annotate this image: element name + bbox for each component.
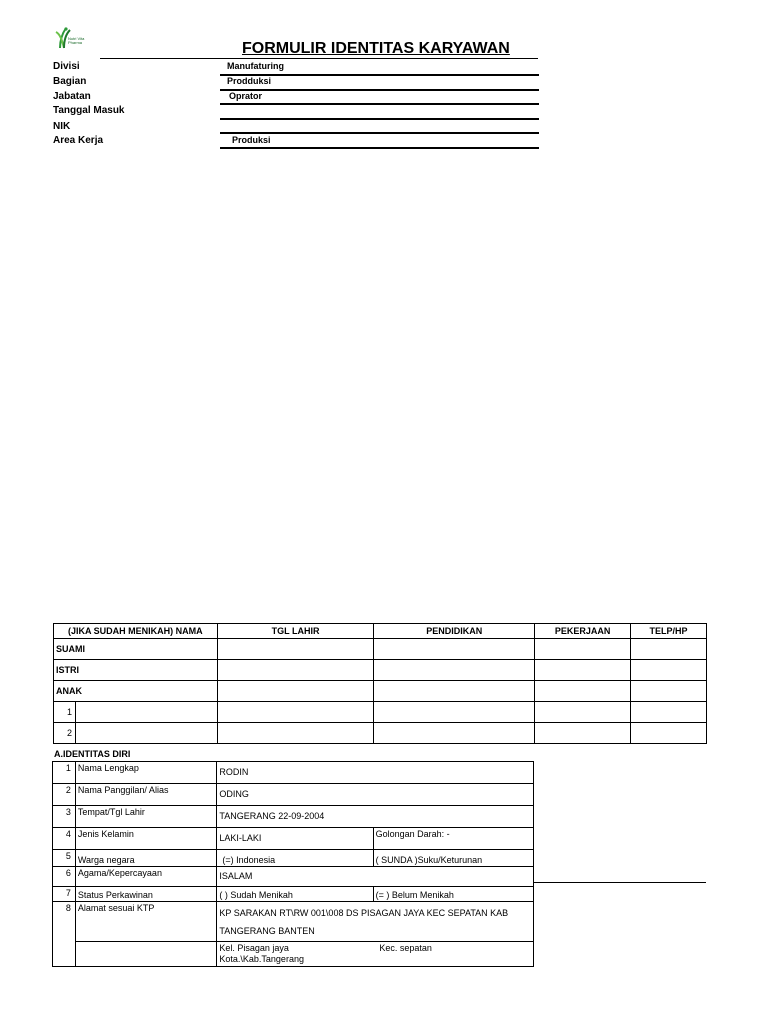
family-col-pekerjaan: PEKERJAAN (535, 624, 631, 639)
family-table (53, 623, 707, 744)
header-value-area-kerja: Produksi (232, 135, 271, 145)
table-cell[interactable] (535, 639, 631, 660)
table-cell[interactable] (217, 639, 374, 660)
item-value-tempat-tgl-lahir[interactable]: TANGERANG 22-09-2004 (217, 806, 534, 828)
header-label-divisi: Divisi (53, 61, 80, 72)
table-cell[interactable] (631, 639, 707, 660)
item-label: Warga negara (75, 850, 217, 867)
table-cell[interactable] (535, 723, 631, 744)
table-cell[interactable] (217, 723, 374, 744)
table-cell[interactable] (631, 702, 707, 723)
header-value-bagian: Prodduksi (227, 76, 272, 86)
table-row (54, 681, 707, 702)
item-number: 4 (53, 828, 76, 850)
table-cell (75, 942, 217, 967)
item-value-agama[interactable]: ISALAM (217, 867, 534, 887)
item-label: Nama Panggilan/ Alias (75, 784, 217, 806)
item-label: Status Perkawinan (75, 887, 217, 902)
header-rule (220, 89, 539, 91)
logo-text-line1: Nutri Vita (68, 36, 85, 41)
item-label: Agama/Kepercayaan (75, 867, 217, 887)
header-label-nik: NIK (53, 121, 71, 132)
item-number: 6 (53, 867, 76, 887)
table-row (53, 762, 534, 784)
table-row (53, 828, 534, 850)
table-row (53, 850, 534, 867)
table-cell[interactable] (374, 681, 535, 702)
table-cell[interactable] (75, 702, 217, 723)
item-value-warga-negara[interactable]: (=) Indonesia (217, 850, 373, 867)
table-cell[interactable] (535, 660, 631, 681)
item-number: 7 (53, 887, 76, 902)
family-row-suami: SUAMI (54, 639, 218, 660)
header-rule (220, 147, 539, 149)
table-row (53, 942, 534, 967)
table-row (54, 639, 707, 660)
item-number: 8 (53, 902, 76, 967)
item-number: 5 (53, 850, 76, 867)
item-extra-golongan-darah[interactable]: Golongan Darah: - (373, 828, 533, 850)
family-row-anak: ANAK (54, 681, 218, 702)
title-rule (100, 58, 538, 59)
item-label: Alamat sesuai KTP (75, 902, 217, 942)
item-value-alamat[interactable]: KP SARAKAN RT\RW 001\008 DS PISAGAN JAYA KEC SEPATAN KAB TANGERANG BANTEN (217, 902, 534, 942)
address-kelurahan[interactable]: Kel. Pisagan jaya (219, 943, 289, 953)
identity-table (52, 761, 534, 967)
company-logo (52, 26, 102, 54)
header-rule (220, 132, 539, 134)
family-row-istri: ISTRI (54, 660, 218, 681)
item-extra-belum-menikah[interactable]: (= ) Belum Menikah (373, 887, 533, 902)
header-rule (220, 103, 539, 105)
item-value-nama-panggilan[interactable]: ODING (217, 784, 534, 806)
table-cell[interactable] (217, 702, 374, 723)
table-row (53, 806, 534, 828)
table-cell[interactable] (631, 681, 707, 702)
item-extra-suku[interactable]: ( SUNDA )Suku/Keturunan (373, 850, 533, 867)
address-detail-cell (217, 942, 534, 967)
table-cell[interactable] (217, 660, 374, 681)
section-title-identitas: A.IDENTITAS DIRI (54, 749, 131, 759)
table-cell[interactable] (631, 723, 707, 744)
family-col-telp: TELP/HP (631, 624, 707, 639)
header-label-area-kerja: Area Kerja (53, 135, 104, 146)
table-row (54, 723, 707, 744)
family-col-pendidikan: PENDIDIKAN (374, 624, 535, 639)
header-rule (220, 118, 539, 120)
table-cell[interactable] (374, 639, 535, 660)
table-cell[interactable] (217, 681, 374, 702)
item-number: 2 (53, 784, 76, 806)
family-col-nama: (JIKA SUDAH MENIKAH) NAMA (54, 624, 218, 639)
header-label-jabatan: Jabatan (53, 91, 91, 102)
table-row (53, 784, 534, 806)
header-label-bagian: Bagian (53, 76, 87, 87)
table-cell[interactable] (535, 681, 631, 702)
header-value-jabatan: Oprator (229, 91, 263, 101)
table-cell[interactable] (631, 660, 707, 681)
page-title: FORMULIR IDENTITAS KARYAWAN (242, 40, 510, 57)
item-number: 1 (53, 762, 76, 784)
item-label: Jenis Kelamin (75, 828, 217, 850)
item-value-jenis-kelamin[interactable]: LAKI-LAKI (217, 828, 373, 850)
address-kecamatan[interactable]: Kec. sepatan (379, 943, 432, 953)
item-label: Nama Lengkap (75, 762, 217, 784)
header-label-tanggal-masuk: Tanggal Masuk (53, 105, 125, 116)
address-kota[interactable]: Kota.\Kab.Tangerang (219, 954, 304, 964)
logo-text-line2: Pharma (68, 40, 83, 45)
child-number: 2 (54, 723, 76, 744)
table-row (53, 867, 534, 887)
family-col-tgl-lahir: TGL LAHIR (217, 624, 374, 639)
table-cell[interactable] (374, 723, 535, 744)
item-number: 3 (53, 806, 76, 828)
child-number: 1 (54, 702, 76, 723)
item-value-sudah-menikah[interactable]: ( ) Sudah Menikah (217, 887, 373, 902)
item-value-nama-lengkap[interactable]: RODIN (217, 762, 534, 784)
table-cell[interactable] (374, 660, 535, 681)
table-row (54, 660, 707, 681)
table-row (53, 887, 534, 902)
divider (533, 882, 706, 883)
table-row (53, 902, 534, 942)
item-label: Tempat/Tgl Lahir (75, 806, 217, 828)
header-value-divisi: Manufaturing (227, 61, 284, 71)
table-cell[interactable] (535, 702, 631, 723)
table-row (54, 702, 707, 723)
table-cell[interactable] (374, 702, 535, 723)
table-cell[interactable] (75, 723, 217, 744)
